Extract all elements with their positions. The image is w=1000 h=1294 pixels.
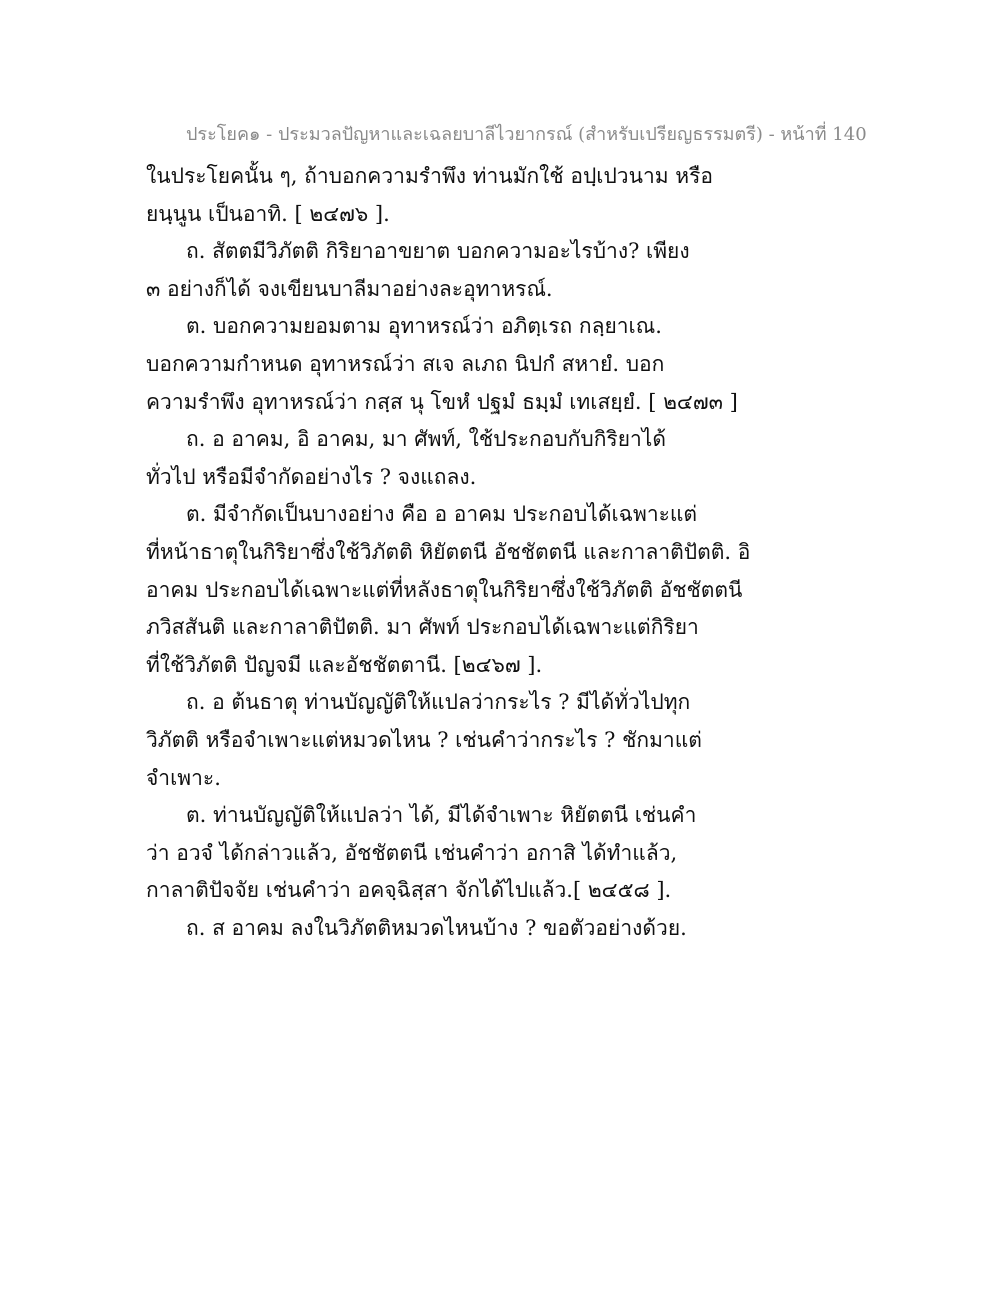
text-line: ที่หน้าธาตุในกิริยาซึ่งใช้วิภัตติ หิยัตตนี อัชชัตตนี และกาลาติปัตติ. อิ [146,539,751,564]
page-header: ประโยค๑ - ประมวลปัญหาและเฉลยบาลีไวยากรณ์ (สำหรับเปรียญธรรมตรี) - หน้าที่ 140 [186,124,867,145]
text-line: ที่ใช้วิภัตติ ปัญจมี และอัชชัตตานี. [๒๔๖๗ ]. [146,652,543,677]
text-line: ถ. อ ต้นธาตุ ท่านบัญญัติให้แปลว่ากระไร ? มีได้ทั่วไปทุก [186,690,691,715]
text-line: ๓ อย่างก็ได้ จงเขียนบาลีมาอย่างละอุทาหรณ์. [146,276,553,301]
text-line: ถ. ส อาคม ลงในวิภัตติหมวดไหนบ้าง ? ขอตัวอย่างด้วย. [186,915,687,940]
text-line: อาคม ประกอบได้เฉพาะแต่ที่หลังธาตุในกิริยาซึ่งใช้วิภัตติ อัชชัตตนี [146,577,743,602]
text-line: กาลาติปัจจัย เช่นคำว่า อคจฺฉิสฺสา จักได้ไปแล้ว.[ ๒๔๕๘ ]. [146,878,672,903]
body-text [146,158,766,947]
text-line: ทั่วไป หรือมีจำกัดอย่างไร ? จงแถลง. [146,464,477,489]
text-line: ยนฺนูน เป็นอาทิ. [ ๒๔๗๖ ]. [146,201,390,226]
text-line: ถ. อ อาคม, อิ อาคม, มา ศัพท์, ใช้ประกอบกับกิริยาได้ [186,427,666,452]
text-line: ต. มีจำกัดเป็นบางอย่าง คือ อ อาคม ประกอบได้เฉพาะแต่ [186,502,698,527]
text-line: ต. บอกความยอมตาม อุทาหรณ์ว่า อภิตฺเรถ กลฺยาเณ. [186,314,662,339]
text-line: ต. ท่านบัญญัติให้แปลว่า ได้, มีได้จำเพาะ หิยัตตนี เช่นคำ [186,803,697,828]
text-line: จำเพาะ. [146,765,221,790]
text-line: วิภัตติ หรือจำเพาะแต่หมวดไหน ? เช่นคำว่ากระไร ? ชักมาแต่ [146,727,702,752]
text-line: ถ. สัตตมีวิภัตติ กิริยาอาขยาต บอกความอะไรบ้าง? เพียง [186,239,690,264]
text-line: ภวิสสันติ และกาลาติปัตติ. มา ศัพท์ ประกอบได้เฉพาะแต่กิริยา [146,615,699,640]
text-line: บอกความกำหนด อุทาหรณ์ว่า สเจ ลเภถ นิปกํ สหายํ. บอก [146,351,665,376]
text-line: ว่า อวจํ ได้กล่าวแล้ว, อัชชัตตนี เช่นคำว่า อกาสิ ได้ทำแล้ว, [146,840,678,865]
text-line: ในประโยคนั้น ๆ, ถ้าบอกความรำพึง ท่านมักใช้ อปฺเปวนาม หรือ [146,164,713,188]
text-line: ความรำพึง อุทาหรณ์ว่า กสฺส นุ โขหํ ปฐมํ ธมฺมํ เทเสยฺยํ. [ ๒๔๗๓ ] [146,389,738,414]
